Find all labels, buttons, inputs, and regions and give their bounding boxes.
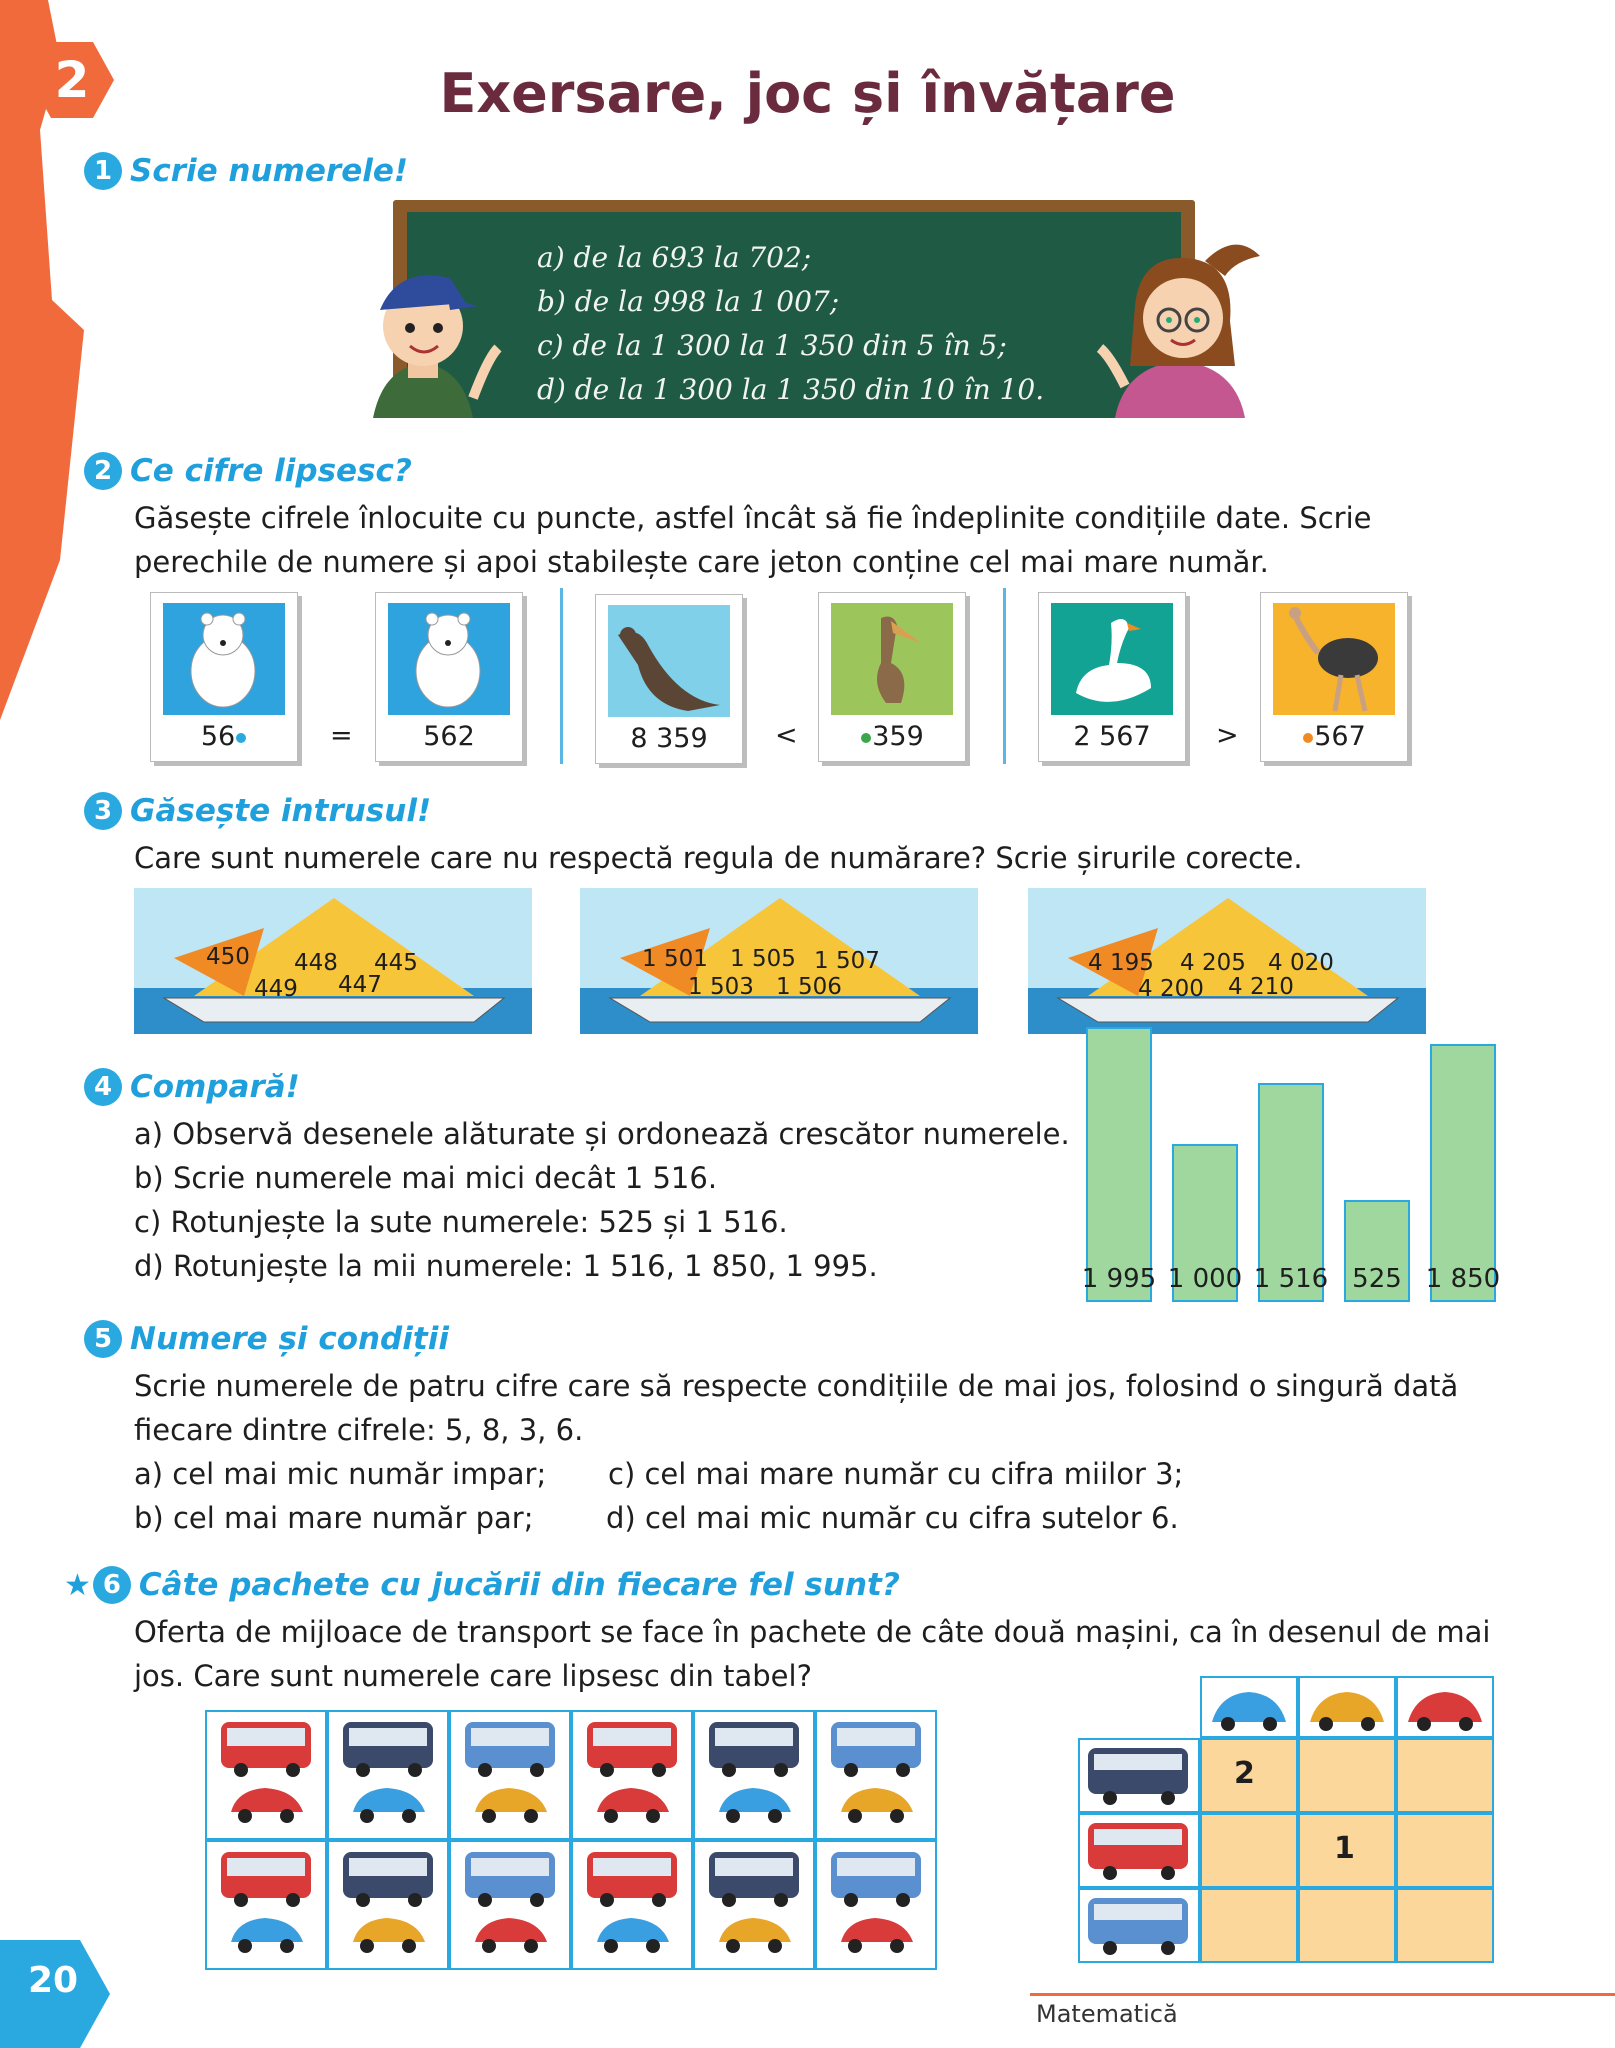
ex4-header (84, 1068, 300, 1106)
table-cell (1200, 1813, 1298, 1888)
card-pelican (818, 592, 966, 762)
ex2-header (84, 452, 412, 490)
ex6-header (64, 1566, 900, 1604)
ex3-header (84, 792, 431, 830)
ex6-title: Câte pachete cu jucării din fiecare fel sunt? (138, 1567, 900, 1603)
vehicle-package (571, 1840, 693, 1970)
vehicle-package (449, 1710, 571, 1840)
card-ostrich (1260, 592, 1408, 762)
table-cell (1396, 1813, 1494, 1888)
vehicle-header-icon (1078, 1813, 1200, 1888)
vehicle-package (205, 1710, 327, 1840)
vehicle-package (449, 1840, 571, 1970)
vehicle-package (571, 1710, 693, 1840)
card-swan (1038, 592, 1186, 762)
vehicle-package (205, 1840, 327, 1970)
page-number: 20 (28, 1960, 79, 2001)
car-header-icon (1298, 1676, 1396, 1738)
girl-character-icon (1085, 236, 1275, 418)
sailboat-3: 4 195 4 205 4 020 4 200 4 210 (1028, 888, 1426, 1034)
ex5-number: 5 (84, 1320, 122, 1358)
relation-greater: > (1216, 720, 1239, 751)
ex3-title: Găsește intrusul! (130, 793, 432, 829)
ex5-item-c: c) cel mai mare număr cu cifra miilor 3; (608, 1457, 1184, 1491)
boy-character-icon (338, 248, 508, 418)
sailboat-2: 1 501 1 505 1 507 1 503 1 506 (580, 888, 978, 1034)
ex1-title: Scrie numerele! (130, 153, 409, 189)
ex1-header (84, 152, 408, 190)
missing-digit-dot (861, 733, 871, 743)
bar-label: 1 995 (1081, 1264, 1157, 1294)
ex3-instructions: Care sunt numerele care nu respectă regula de numărare? Scrie șirurile corecte. (134, 841, 1303, 875)
ex5-item-b: b) cel mai mare număr par; (134, 1501, 534, 1535)
ex2-instructions: Găsește cifrele înlocuite cu puncte, astfel încât să fie îndeplinite condițiile date. Scrie perechile de numere și apoi stabilește care jeton conține cel mai mare număr. (134, 501, 1372, 579)
card-number: 8 359 (630, 723, 708, 754)
ex4-items: a) Observă desenele alăturate și ordonează crescător numerele. b) Scrie numerele mai mici decât 1 516. c) Rotunjește la sute numerele: 525 și 1 516. d) Rotunjește la mii numerele: 1 516, 1 850, 1 995. (134, 1117, 1070, 1283)
vehicle-package (327, 1710, 449, 1840)
relation-less: < (775, 720, 798, 751)
ex5-item-a: a) cel mai mic număr impar; (134, 1457, 547, 1491)
table-cell (1396, 1738, 1494, 1813)
table-value: 1 (1334, 1831, 1355, 1866)
card-polar-bear-2 (375, 592, 523, 762)
footer-subject: Matematică (1036, 2000, 1178, 2028)
ex2-title: Ce cifre lipsesc? (130, 453, 412, 489)
vehicle-header-icon (1078, 1738, 1200, 1813)
missing-digit-dot (1303, 733, 1313, 743)
polar-bear-icon (163, 603, 285, 715)
card-number: 562 (423, 721, 475, 752)
card-number: 567 (1261, 721, 1407, 752)
chalkboard (393, 200, 1195, 418)
ex5-item-d: d) cel mai mic număr cu cifra sutelor 6. (606, 1501, 1179, 1535)
footer-line (1030, 1993, 1615, 1996)
vehicle-package (693, 1840, 815, 1970)
car-header-icon (1396, 1676, 1494, 1738)
vehicle-package (815, 1710, 937, 1840)
relation-equal: = (330, 720, 353, 751)
sea-lion-icon (608, 605, 730, 717)
table-cell (1298, 1888, 1396, 1963)
ex4-number: 4 (84, 1068, 122, 1106)
missing-digit-dot (236, 733, 246, 743)
table-value: 2 (1234, 1756, 1255, 1791)
card-polar-bear-1 (150, 592, 298, 762)
swan-icon (1051, 603, 1173, 715)
vehicle-package (815, 1840, 937, 1970)
unit-badge: 2 (30, 42, 114, 118)
pelican-icon (831, 603, 953, 715)
bar (1086, 1027, 1152, 1302)
bar-label: 1 516 (1253, 1264, 1329, 1294)
vehicle-packages-grid (205, 1710, 935, 1970)
card-sea-lion (595, 594, 743, 764)
bar-label: 525 (1352, 1264, 1402, 1294)
ex5-instructions: Scrie numerele de patru cifre care să respecte condițiile de mai jos, folosind o singură dată fiecare dintre cifrele: 5, 8, 3, 6. (134, 1369, 1459, 1447)
separator (560, 588, 563, 764)
page-title: Exersare, joc și învățare (439, 62, 1176, 125)
ex5-header (84, 1320, 449, 1358)
table-cell (1396, 1888, 1494, 1963)
ex6-instructions: Oferta de mijloace de transport se face în pachete de câte două mașini, ca în desenul de mai jos. Care sunt numerele care lipsesc din tabel? (134, 1615, 1491, 1693)
card-number: 359 (819, 721, 965, 752)
card-number: 2 567 (1073, 721, 1151, 752)
vehicle-package (693, 1710, 815, 1840)
ex5-title: Numere și condiții (130, 1321, 449, 1357)
car-header-icon (1200, 1676, 1298, 1738)
chalkboard-text: a) de la 693 la 702; b) de la 998 la 1 007; c) de la 1 300 la 1 350 din 5 în 5; d) de la 1 300 la 1 350 din 10 în 10. (537, 241, 1045, 406)
bar-label: 1 850 (1425, 1264, 1501, 1294)
ex6-number: 6 (93, 1566, 131, 1604)
ex4-title: Compară! (130, 1069, 300, 1105)
ex2-number: 2 (84, 452, 122, 490)
ostrich-icon (1273, 603, 1395, 715)
table-cell (1298, 1738, 1396, 1813)
vehicle-header-icon (1078, 1888, 1200, 1963)
ex3-number: 3 (84, 792, 122, 830)
polar-bear-icon (388, 603, 510, 715)
star-icon: ★ (64, 1567, 91, 1603)
vehicle-package (327, 1840, 449, 1970)
bar-label: 1 000 (1167, 1264, 1243, 1294)
separator (1003, 588, 1006, 764)
table-cell (1200, 1888, 1298, 1963)
ex1-number: 1 (84, 152, 122, 190)
card-number: 56 (151, 721, 297, 752)
sailboat-1: 450 448 445 449 447 (134, 888, 532, 1034)
